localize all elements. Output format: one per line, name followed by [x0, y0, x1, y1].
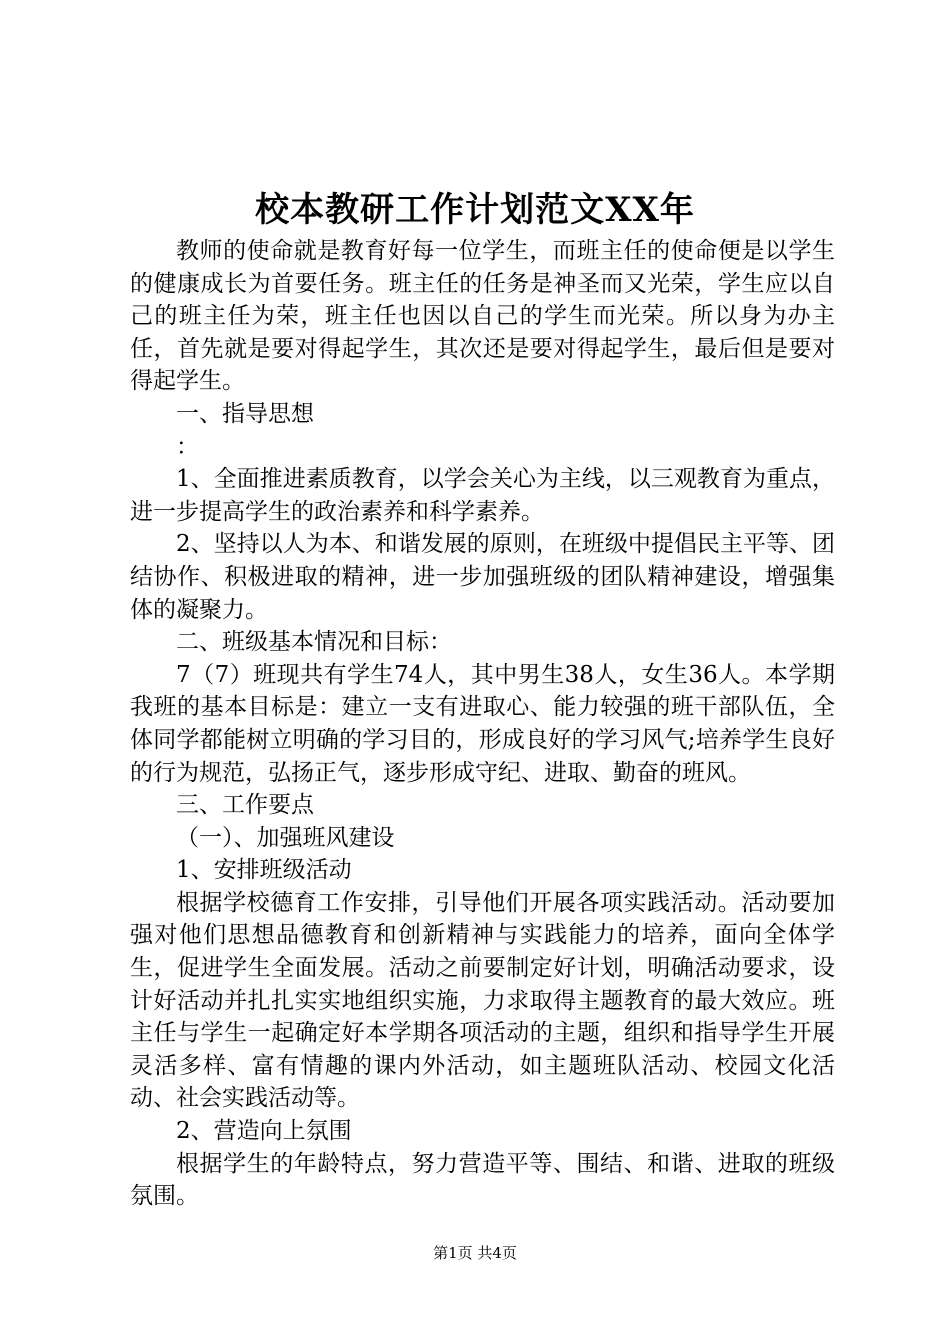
page-footer: 第1页 共4页	[433, 1244, 517, 1262]
subheading-atmosphere: 2、营造向上氛围	[176, 1118, 352, 1145]
document-title: 校本教研工作计划范文XX年	[255, 190, 695, 230]
subheading-class-activities: 1、安排班级活动	[176, 857, 352, 884]
heading-class-situation: 二、班级基本情况和目标：	[176, 629, 452, 656]
paragraph-guiding-point-2: 2、坚持以人为本、和谐发展的原则，在班级中提倡民主平等、团结协作、积极进取的精神，进一步加强班级的团队精神建设，增强集体的凝聚力。	[130, 531, 835, 623]
heading-work-points: 三、工作要点	[176, 792, 314, 819]
paragraph-class-activities: 根据学校德育工作安排，引导他们开展各项实践活动。活动要加强对他们思想品德教育和创新精神与实践能力的培养，面向全体学生，促进学生全面发展。活动之前要制定好计划，明确活动要求，设计好活动并扎扎实实地组织实施，力求取得主题教育的最大效应。班主任与学生一起确定好本学期各项活动的主题，组织和指导学生开展灵活多样、富有情趣的课内外活动，如主题班队活动、校园文化活动、社会实践活动等。	[130, 889, 835, 1112]
paragraph-class-situation: 7（7）班现共有学生74人，其中男生38人，女生36人。本学期我班的基本目标是：建立一支有进取心、能力较强的班干部队伍，全体同学都能树立明确的学习目的，形成良好的学习风气;培养学生良好的行为规范，弘扬正气，逐步形成守纪、进取、勤奋的班风。	[130, 661, 835, 786]
subheading-class-style: （一）、加强班风建设	[176, 824, 395, 851]
document-body	[130, 235, 835, 1213]
paragraph-colon: ：	[176, 433, 199, 460]
paragraph-intro: 教师的使命就是教育好每一位学生，而班主任的使命便是以学生的健康成长为首要任务。班主任的任务是神圣而又光荣，学生应以自己的班主任为荣，班主任也因以自己的学生而光荣。所以身为办主任，首先就是要对得起学生，其次还是要对得起学生，最后但是要对得起学生。	[130, 238, 835, 395]
heading-guiding-ideology: 一、指导思想	[176, 400, 314, 427]
paragraph-guiding-point-1: 1、全面推进素质教育，以学会关心为主线，以三观教育为重点，进一步提高学生的政治素养和科学素养。	[130, 466, 835, 525]
paragraph-atmosphere: 根据学生的年龄特点，努力营造平等、围结、和谐、进取的班级氛围。	[130, 1150, 835, 1210]
